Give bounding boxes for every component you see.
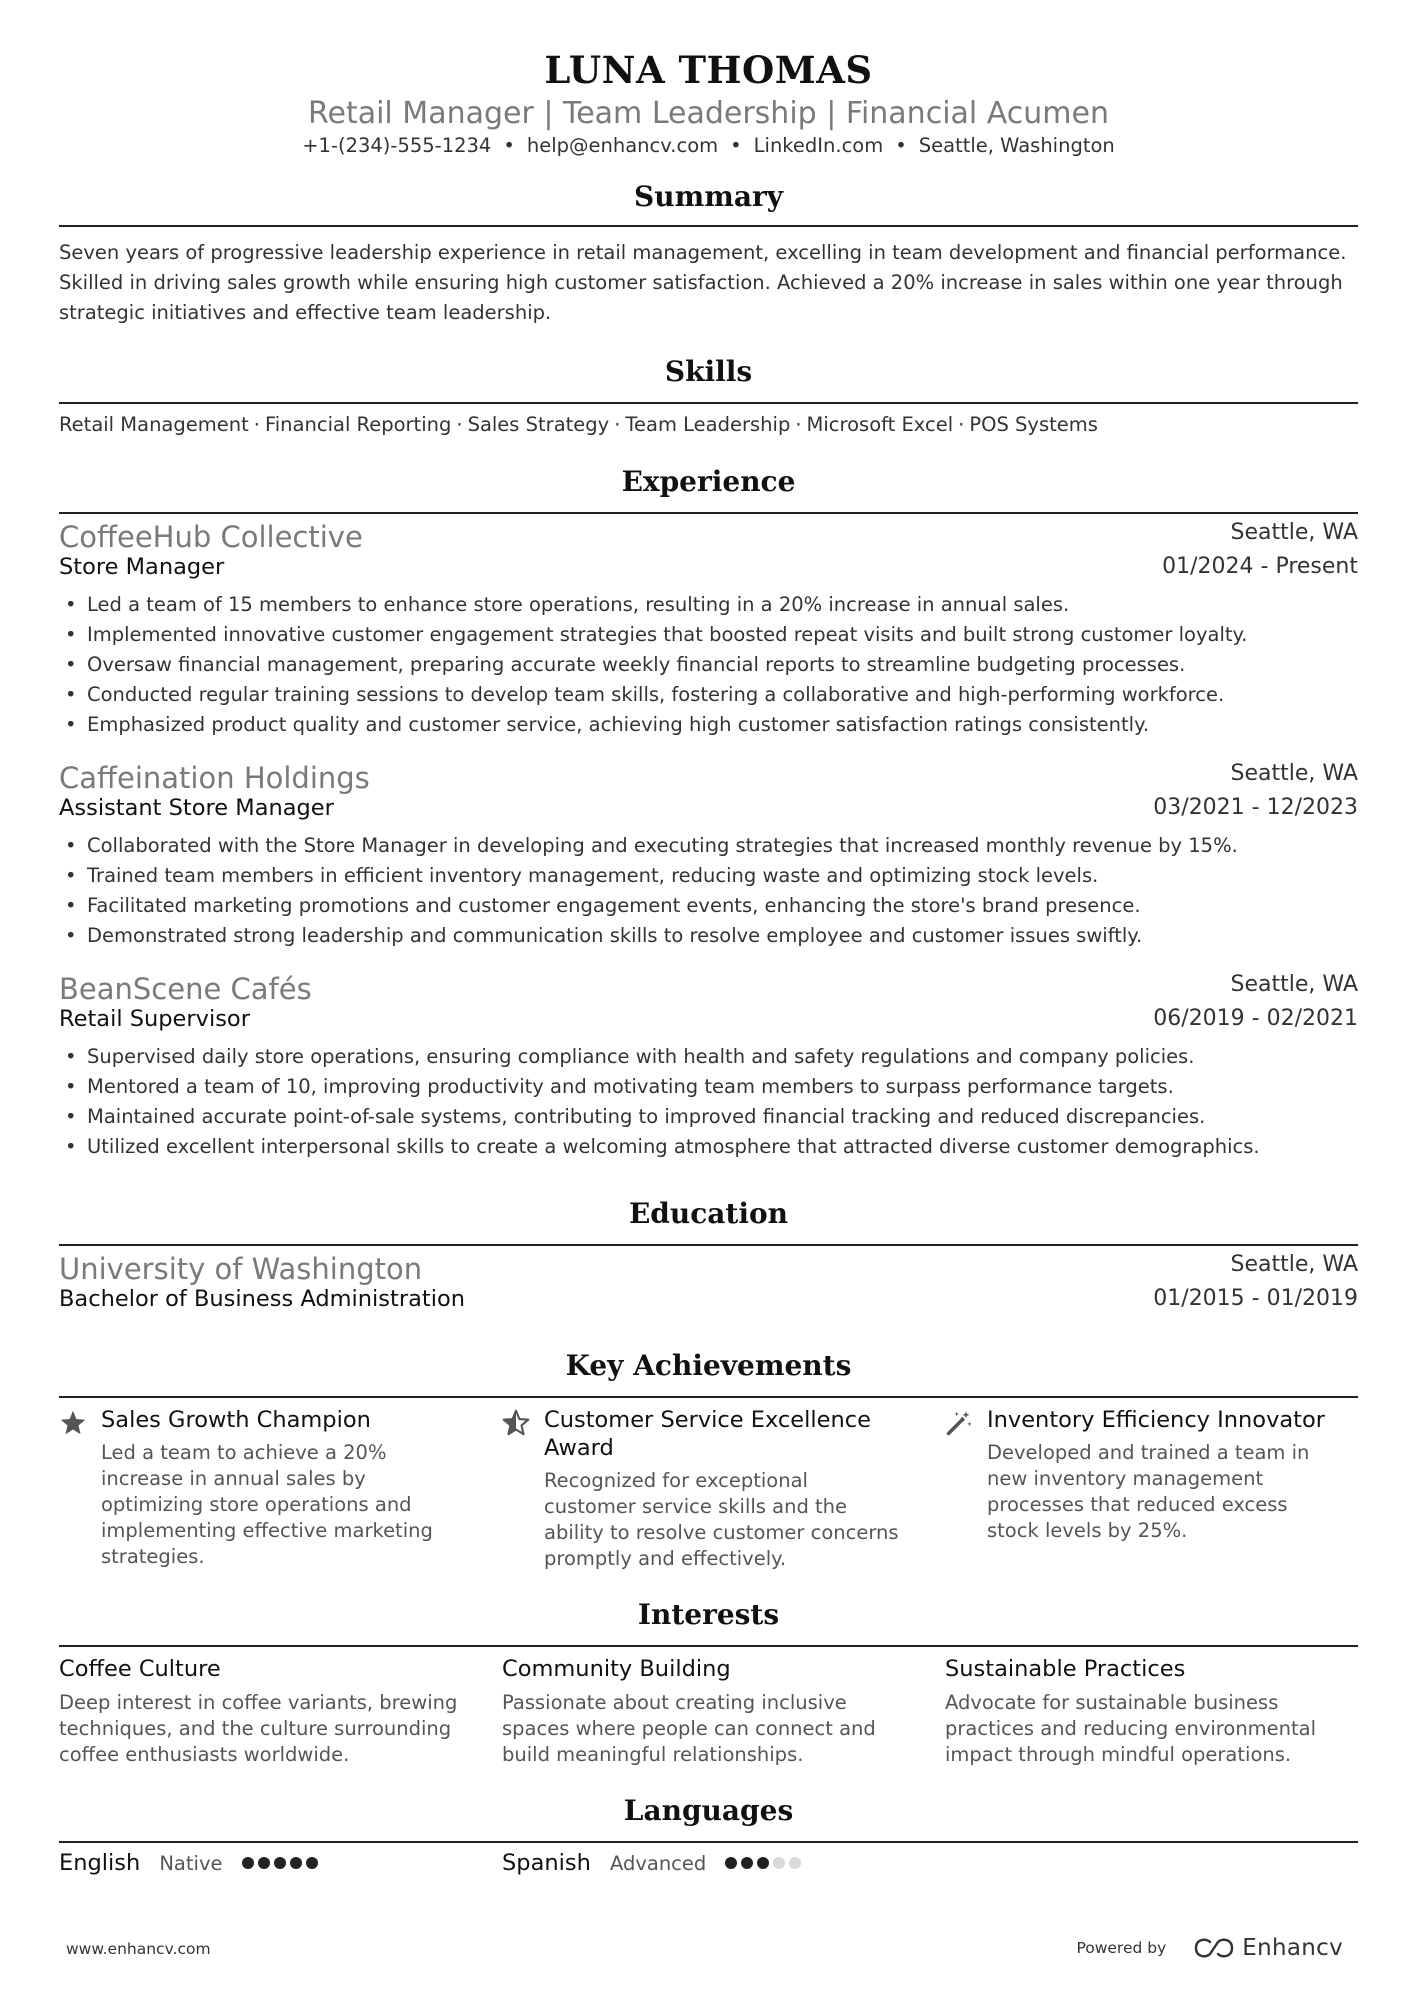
rating-dot-filled bbox=[242, 1857, 254, 1869]
interest-desc-line: coffee enthusiasts worldwide. bbox=[59, 1743, 350, 1766]
experience-entry bbox=[59, 520, 1358, 740]
degree-title: Bachelor of Business Administration bbox=[59, 1286, 465, 1312]
summary-text bbox=[59, 238, 1358, 328]
rating-dot-filled bbox=[757, 1857, 769, 1869]
achievement-desc-line: Led a team to achieve a 20% bbox=[101, 1441, 387, 1464]
company-name: BeanScene Cafés bbox=[59, 972, 312, 1006]
phone-number[interactable]: +1-(234)-555-1234 bbox=[302, 134, 492, 157]
skill-item: Financial Reporting bbox=[264, 413, 452, 436]
section-divider bbox=[59, 1244, 1358, 1246]
interest-desc-line: practices and reducing environmental bbox=[945, 1717, 1317, 1740]
contact-separator: • bbox=[503, 134, 515, 157]
achievement-desc-line: ability to resolve customer concerns bbox=[544, 1521, 899, 1544]
rating-dot-filled bbox=[741, 1857, 753, 1869]
job-bullet: • Led a team of 15 members to enhance store operations, resulting in a 20% increase in annual sales. bbox=[59, 590, 1358, 620]
interest-item bbox=[502, 1656, 912, 1776]
job-bullet: • Implemented innovative customer engagement strategies that boosted repeat visits and built strong customer loyalty. bbox=[59, 620, 1358, 650]
job-bullet: • Demonstrated strong leadership and communication skills to resolve employee and customer issues swiftly. bbox=[59, 921, 1358, 951]
job-bullet: • Collaborated with the Store Manager in developing and executing strategies that increased monthly revenue by 15%. bbox=[59, 831, 1358, 861]
summary-line: strategic initiatives and effective team leadership. bbox=[59, 301, 552, 324]
enhancv-logo-icon bbox=[1192, 1936, 1236, 1960]
interest-title: Coffee Culture bbox=[59, 1656, 221, 1682]
job-location: Seattle, WA bbox=[1230, 761, 1358, 786]
location-text: Seattle, Washington bbox=[918, 134, 1115, 157]
languages-heading: Languages bbox=[623, 1794, 794, 1827]
summary-heading: Summary bbox=[634, 180, 783, 213]
achievements-heading: Key Achievements bbox=[565, 1349, 852, 1382]
skill-separator: · bbox=[253, 413, 260, 436]
company-name: Caffeination Holdings bbox=[59, 761, 370, 795]
interest-desc-line: Deep interest in coffee variants, brewing bbox=[59, 1691, 458, 1714]
job-bullets bbox=[59, 831, 1358, 951]
interest-title: Sustainable Practices bbox=[945, 1656, 1186, 1682]
job-location: Seattle, WA bbox=[1230, 972, 1358, 997]
job-dates: 01/2024 - Present bbox=[1162, 554, 1358, 579]
school-name: University of Washington bbox=[59, 1252, 423, 1286]
skill-item: Team Leadership bbox=[625, 413, 791, 436]
language-rating bbox=[725, 1854, 805, 1873]
star-icon bbox=[59, 1409, 87, 1437]
language-level: Advanced bbox=[609, 1851, 707, 1875]
footer-website[interactable]: www.enhancv.com bbox=[66, 1940, 211, 1958]
achievement-desc bbox=[544, 1468, 924, 1572]
achievement-item bbox=[59, 1406, 469, 1566]
rating-dot-filled bbox=[306, 1857, 318, 1869]
experience-entry bbox=[59, 972, 1358, 1162]
achievement-title: Inventory Efficiency Innovator bbox=[987, 1407, 1326, 1433]
job-bullet: • Maintained accurate point-of-sale systems, contributing to improved financial tracking and reduced discrepancies. bbox=[59, 1102, 1358, 1132]
experience-heading: Experience bbox=[621, 465, 796, 498]
education-entry bbox=[59, 1252, 1358, 1320]
star-half-icon bbox=[502, 1409, 530, 1437]
job-title: Assistant Store Manager bbox=[59, 795, 334, 821]
achievement-item bbox=[945, 1406, 1355, 1566]
achievement-desc-line: processes that reduced excess bbox=[987, 1493, 1288, 1516]
email-link[interactable]: help@enhancv.com bbox=[526, 134, 719, 157]
section-divider bbox=[59, 402, 1358, 404]
contact-info bbox=[59, 134, 1358, 157]
skill-separator: · bbox=[614, 413, 621, 436]
magic-wand-icon bbox=[945, 1409, 973, 1437]
interest-desc-line: impact through mindful operations. bbox=[945, 1743, 1292, 1766]
linkedin-link[interactable]: LinkedIn.com bbox=[753, 134, 884, 157]
achievement-desc-line: Developed and trained a team in bbox=[987, 1441, 1310, 1464]
rating-dot-filled bbox=[725, 1857, 737, 1869]
powered-by-label: Powered by bbox=[1076, 1939, 1167, 1957]
experience-entry bbox=[59, 761, 1358, 951]
interest-desc bbox=[502, 1690, 912, 1768]
candidate-name: LUNA THOMAS bbox=[544, 48, 873, 92]
skill-item: Microsoft Excel bbox=[806, 413, 954, 436]
job-bullet: • Mentored a team of 10, improving productivity and motivating team members to surpass performance targets. bbox=[59, 1072, 1358, 1102]
interest-desc-line: Advocate for sustainable business bbox=[945, 1691, 1279, 1714]
interest-desc bbox=[945, 1690, 1355, 1768]
achievement-desc-line: strategies. bbox=[101, 1545, 205, 1568]
job-title: Retail Supervisor bbox=[59, 1006, 250, 1032]
interest-desc bbox=[59, 1690, 469, 1768]
achievement-desc-line: implementing effective marketing bbox=[101, 1519, 433, 1542]
summary-line: Skilled in driving sales growth while ensuring high customer satisfaction. Achieved a 20% increase in sales within one year through bbox=[59, 271, 1343, 294]
achievement-desc bbox=[987, 1440, 1367, 1544]
interest-item bbox=[59, 1656, 469, 1776]
job-bullet: • Conducted regular training sessions to develop team skills, fostering a collaborative and high-performing workforce. bbox=[59, 680, 1358, 710]
rating-dot-empty bbox=[773, 1857, 785, 1869]
skills-list bbox=[59, 413, 1358, 436]
language-name: Spanish bbox=[502, 1850, 591, 1876]
job-bullet: • Oversaw financial management, preparing accurate weekly financial reports to streamline budgeting processes. bbox=[59, 650, 1358, 680]
company-name: CoffeeHub Collective bbox=[59, 520, 363, 554]
interest-item bbox=[945, 1656, 1355, 1776]
skill-item: Sales Strategy bbox=[467, 413, 610, 436]
achievement-desc-line: stock levels by 25%. bbox=[987, 1519, 1188, 1542]
interest-desc-line: Passionate about creating inclusive bbox=[502, 1691, 847, 1714]
skill-item: POS Systems bbox=[969, 413, 1098, 436]
achievement-desc bbox=[101, 1440, 481, 1570]
job-bullet: • Supervised daily store operations, ensuring compliance with health and safety regulations and company policies. bbox=[59, 1042, 1358, 1072]
brand-name: Enhancv bbox=[1242, 1935, 1343, 1961]
section-divider bbox=[59, 225, 1358, 227]
school-location: Seattle, WA bbox=[1230, 1252, 1358, 1277]
rating-dot-empty bbox=[789, 1857, 801, 1869]
achievement-title: Sales Growth Champion bbox=[101, 1407, 371, 1433]
achievement-desc-line: promptly and effectively. bbox=[544, 1547, 787, 1570]
rating-dot-filled bbox=[258, 1857, 270, 1869]
candidate-headline: Retail Manager | Team Leadership | Financial Acumen bbox=[308, 96, 1109, 131]
job-bullet: • Utilized excellent interpersonal skills to create a welcoming atmosphere that attracted diverse customer demographics. bbox=[59, 1132, 1358, 1162]
skill-separator: · bbox=[456, 413, 463, 436]
skills-heading: Skills bbox=[664, 355, 753, 388]
achievement-item bbox=[502, 1406, 912, 1570]
language-name: English bbox=[59, 1850, 141, 1876]
section-divider bbox=[59, 1841, 1358, 1843]
rating-dot-filled bbox=[290, 1857, 302, 1869]
interest-desc-line: techniques, and the culture surrounding bbox=[59, 1717, 452, 1740]
achievement-desc-line: increase in annual sales by bbox=[101, 1467, 366, 1490]
interest-desc-line: build meaningful relationships. bbox=[502, 1743, 804, 1766]
achievement-desc-line: customer service skills and the bbox=[544, 1495, 848, 1518]
skill-separator: · bbox=[958, 413, 965, 436]
job-location: Seattle, WA bbox=[1230, 520, 1358, 545]
interest-desc-line: spaces where people can connect and bbox=[502, 1717, 876, 1740]
summary-line: Seven years of progressive leadership experience in retail management, excelling in team development and financial performance. bbox=[59, 241, 1347, 264]
job-bullet: • Facilitated marketing promotions and customer engagement events, enhancing the store's brand presence. bbox=[59, 891, 1358, 921]
footer-branding bbox=[1076, 1930, 1343, 1966]
language-level: Native bbox=[159, 1851, 223, 1875]
language-rating bbox=[242, 1854, 322, 1873]
resume-page bbox=[59, 0, 1358, 1995]
language-item bbox=[59, 1850, 322, 1880]
achievement-title: Customer Service Excellence Award bbox=[544, 1407, 871, 1461]
job-dates: 03/2021 - 12/2023 bbox=[1153, 795, 1358, 820]
section-divider bbox=[59, 1645, 1358, 1647]
job-bullet: • Emphasized product quality and customer service, achieving high customer satisfaction ratings consistently. bbox=[59, 710, 1358, 740]
job-title: Store Manager bbox=[59, 554, 225, 580]
achievement-desc-line: new inventory management bbox=[987, 1467, 1264, 1490]
job-bullets bbox=[59, 1042, 1358, 1162]
rating-dot-filled bbox=[274, 1857, 286, 1869]
job-bullet: • Trained team members in efficient inventory management, reducing waste and optimizing stock levels. bbox=[59, 861, 1358, 891]
interest-title: Community Building bbox=[502, 1656, 731, 1682]
interests-heading: Interests bbox=[637, 1598, 780, 1631]
language-item bbox=[502, 1850, 805, 1880]
skill-separator: · bbox=[795, 413, 802, 436]
job-bullets bbox=[59, 590, 1358, 740]
job-dates: 06/2019 - 02/2021 bbox=[1153, 1006, 1358, 1031]
education-heading: Education bbox=[628, 1197, 789, 1230]
section-divider bbox=[59, 1396, 1358, 1398]
achievement-desc-line: Recognized for exceptional bbox=[544, 1469, 808, 1492]
education-dates: 01/2015 - 01/2019 bbox=[1153, 1286, 1358, 1311]
section-divider bbox=[59, 512, 1358, 514]
contact-separator: • bbox=[895, 134, 907, 157]
achievement-desc-line: optimizing store operations and bbox=[101, 1493, 412, 1516]
skill-item: Retail Management bbox=[59, 413, 249, 436]
contact-separator: • bbox=[730, 134, 742, 157]
